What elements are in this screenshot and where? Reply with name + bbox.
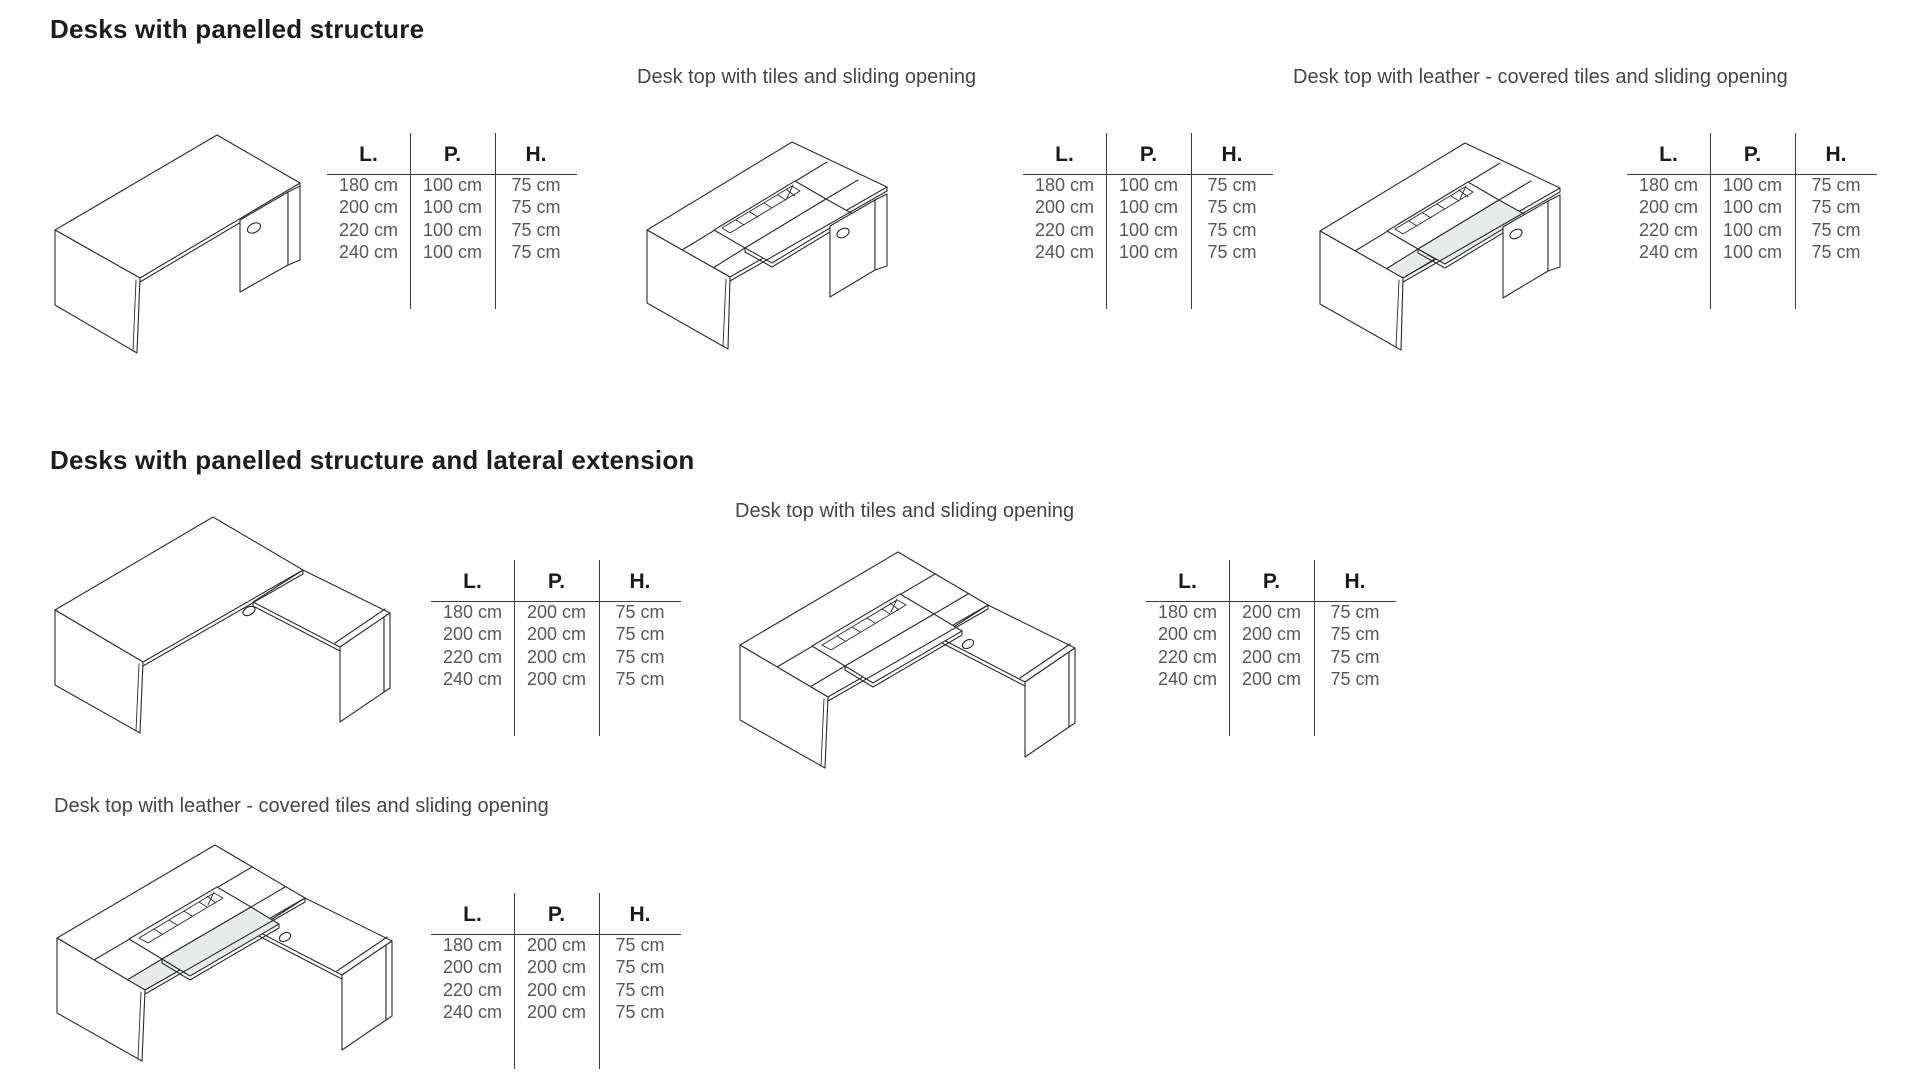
panel-outer-edge <box>1548 195 1560 271</box>
table-cell: 200 cm <box>1157 624 1218 645</box>
table-cell: 200 cm <box>442 624 503 645</box>
table-cell: 75 cm <box>1207 219 1257 240</box>
column-divider <box>599 560 600 736</box>
desk-line-art <box>55 517 390 733</box>
column-divider <box>514 560 515 736</box>
table-column-height <box>599 560 681 691</box>
column-divider <box>599 893 600 1069</box>
table-column-height <box>495 133 577 264</box>
table-cell: 75 cm <box>1207 197 1257 218</box>
table-cell: 200 cm <box>526 957 587 978</box>
table-cell: 220 cm <box>338 219 399 240</box>
desk-line-art <box>647 142 887 349</box>
table-cell: 75 cm <box>1811 219 1861 240</box>
column-divider <box>1314 560 1315 736</box>
column-divider <box>1191 133 1192 309</box>
dimensions-table <box>431 893 681 1069</box>
table-cell: 200 cm <box>526 624 587 645</box>
table-cell: 75 cm <box>1207 175 1257 195</box>
table-cell: 100 cm <box>422 219 483 240</box>
table-cell: 180 cm <box>1034 175 1095 195</box>
desk-line-art <box>1320 143 1560 350</box>
caption-leather-tiles-sliding: Desk top with leather - covered tiles and sliding opening <box>1293 66 1788 88</box>
column-header-length: L. <box>1659 143 1678 166</box>
header-rule <box>431 601 681 602</box>
column-header-height: H. <box>525 143 547 166</box>
column-divider <box>1710 133 1711 309</box>
table-cell: 100 cm <box>422 242 483 263</box>
table-cell: 200 cm <box>1034 197 1095 218</box>
table-column-depth <box>1710 133 1795 264</box>
column-header-height: H. <box>629 903 651 926</box>
column-header-length: L. <box>1178 570 1197 593</box>
table-cell: 75 cm <box>615 1002 665 1023</box>
table-column-depth <box>1229 560 1314 691</box>
desk-illustration-panelled <box>40 120 320 370</box>
dimensions-table <box>327 133 577 309</box>
header-rule <box>1627 174 1877 175</box>
table-cell: 240 cm <box>442 1002 503 1023</box>
table-cell: 75 cm <box>615 979 665 1000</box>
panel-outer-edge <box>386 941 392 1020</box>
column-header-depth: P. <box>1139 143 1158 166</box>
table-cell: 180 cm <box>442 935 503 955</box>
table-column-height <box>1795 133 1877 264</box>
table-cell: 240 cm <box>442 669 503 690</box>
caption-tiles-sliding-extension: Desk top with tiles and sliding opening <box>735 500 1075 522</box>
column-header-height: H. <box>629 570 651 593</box>
table-cell: 200 cm <box>526 646 587 667</box>
table-cell: 75 cm <box>1811 197 1861 218</box>
table-column-length <box>327 133 410 264</box>
panel-outer-edge <box>875 194 887 270</box>
table-cell: 200 cm <box>1241 624 1302 645</box>
column-header-depth: P. <box>1743 143 1762 166</box>
table-cell: 180 cm <box>1638 175 1699 195</box>
column-divider <box>1229 560 1230 736</box>
desk-illustration-extension-sliding-tiles <box>725 545 1085 785</box>
table-cell: 200 cm <box>526 669 587 690</box>
desk-illustration-extension-leather-tiles <box>42 838 402 1078</box>
column-header-depth: P. <box>547 903 566 926</box>
desk-illustration-leather-tiles <box>1303 131 1583 381</box>
table-cell: 75 cm <box>615 646 665 667</box>
table-cell: 200 cm <box>1241 669 1302 690</box>
table-cell: 220 cm <box>1638 219 1699 240</box>
table-cell: 100 cm <box>422 197 483 218</box>
table-cell: 200 cm <box>526 935 587 955</box>
desk-illustration-lateral-extension <box>40 510 400 750</box>
table-column-length <box>431 560 514 691</box>
header-rule <box>1146 601 1396 602</box>
table-cell: 180 cm <box>338 175 399 195</box>
panel-outer-edge <box>288 186 300 265</box>
table-column-length <box>431 893 514 1024</box>
dimensions-table <box>1627 133 1877 309</box>
table-cell: 75 cm <box>511 219 561 240</box>
column-divider <box>495 133 496 309</box>
dimensions-table <box>1146 560 1396 736</box>
table-cell: 200 cm <box>1241 602 1302 622</box>
table-cell: 240 cm <box>1157 669 1218 690</box>
header-rule <box>431 934 681 935</box>
table-cell: 75 cm <box>1330 624 1380 645</box>
table-cell: 75 cm <box>615 669 665 690</box>
table-cell: 100 cm <box>1118 219 1179 240</box>
table-column-height <box>599 893 681 1024</box>
table-cell: 240 cm <box>1638 242 1699 263</box>
caption-tiles-sliding: Desk top with tiles and sliding opening <box>637 66 977 88</box>
table-cell: 75 cm <box>1811 242 1861 263</box>
dimensions-table <box>1023 133 1273 309</box>
table-cell: 200 cm <box>526 602 587 622</box>
desk-line-art <box>740 552 1075 768</box>
table-column-length <box>1627 133 1710 264</box>
table-cell: 100 cm <box>1118 197 1179 218</box>
table-cell: 180 cm <box>442 602 503 622</box>
desk-illustration-sliding-tiles <box>630 130 910 380</box>
header-rule <box>327 174 577 175</box>
table-cell: 200 cm <box>1241 646 1302 667</box>
column-divider <box>514 893 515 1069</box>
table-cell: 75 cm <box>1811 175 1861 195</box>
table-cell: 200 cm <box>1638 197 1699 218</box>
table-cell: 100 cm <box>1722 175 1783 195</box>
table-cell: 100 cm <box>1118 242 1179 263</box>
table-cell: 100 cm <box>1722 197 1783 218</box>
table-cell: 100 cm <box>422 175 483 195</box>
table-cell: 100 cm <box>1722 242 1783 263</box>
column-divider <box>410 133 411 309</box>
table-cell: 200 cm <box>442 957 503 978</box>
table-column-depth <box>1106 133 1191 264</box>
table-cell: 220 cm <box>1157 646 1218 667</box>
table-cell: 75 cm <box>511 197 561 218</box>
table-column-height <box>1191 133 1273 264</box>
caption-leather-tiles-sliding-extension: Desk top with leather - covered tiles and sliding opening <box>54 795 549 817</box>
table-cell: 75 cm <box>1330 669 1380 690</box>
table-cell: 75 cm <box>1330 602 1380 622</box>
column-header-depth: P. <box>547 570 566 593</box>
column-header-depth: P. <box>1262 570 1281 593</box>
table-column-depth <box>514 560 599 691</box>
table-column-height <box>1314 560 1396 691</box>
column-header-height: H. <box>1825 143 1847 166</box>
table-cell: 220 cm <box>442 646 503 667</box>
table-cell: 75 cm <box>511 242 561 263</box>
table-cell: 220 cm <box>442 979 503 1000</box>
table-cell: 200 cm <box>526 1002 587 1023</box>
column-header-length: L. <box>359 143 378 166</box>
column-header-length: L. <box>463 903 482 926</box>
column-divider <box>1106 133 1107 309</box>
desk-line-art <box>57 845 392 1061</box>
dimensions-table <box>431 560 681 736</box>
table-cell: 240 cm <box>1034 242 1095 263</box>
table-cell: 240 cm <box>338 242 399 263</box>
column-header-depth: P. <box>443 143 462 166</box>
table-column-length <box>1146 560 1229 691</box>
table-cell: 75 cm <box>615 957 665 978</box>
header-rule <box>1023 174 1273 175</box>
desk-line-art <box>55 135 300 353</box>
table-cell: 180 cm <box>1157 602 1218 622</box>
table-cell: 75 cm <box>615 624 665 645</box>
table-cell: 100 cm <box>1118 175 1179 195</box>
column-header-height: H. <box>1221 143 1243 166</box>
table-cell: 220 cm <box>1034 219 1095 240</box>
table-cell: 75 cm <box>511 175 561 195</box>
table-cell: 200 cm <box>526 979 587 1000</box>
table-cell: 200 cm <box>338 197 399 218</box>
panel-outer-edge <box>1069 648 1075 727</box>
section-heading-panelled: Desks with panelled structure <box>50 14 425 44</box>
table-cell: 75 cm <box>1330 646 1380 667</box>
section-heading-lateral-extension: Desks with panelled structure and lateral extension <box>50 445 695 475</box>
table-cell: 75 cm <box>615 935 665 955</box>
column-header-height: H. <box>1344 570 1366 593</box>
table-cell: 100 cm <box>1722 219 1783 240</box>
table-cell: 75 cm <box>615 602 665 622</box>
table-column-depth <box>410 133 495 264</box>
table-column-length <box>1023 133 1106 264</box>
column-header-length: L. <box>463 570 482 593</box>
table-cell: 75 cm <box>1207 242 1257 263</box>
table-column-depth <box>514 893 599 1024</box>
column-header-length: L. <box>1055 143 1074 166</box>
panel-outer-edge <box>384 613 390 692</box>
column-divider <box>1795 133 1796 309</box>
